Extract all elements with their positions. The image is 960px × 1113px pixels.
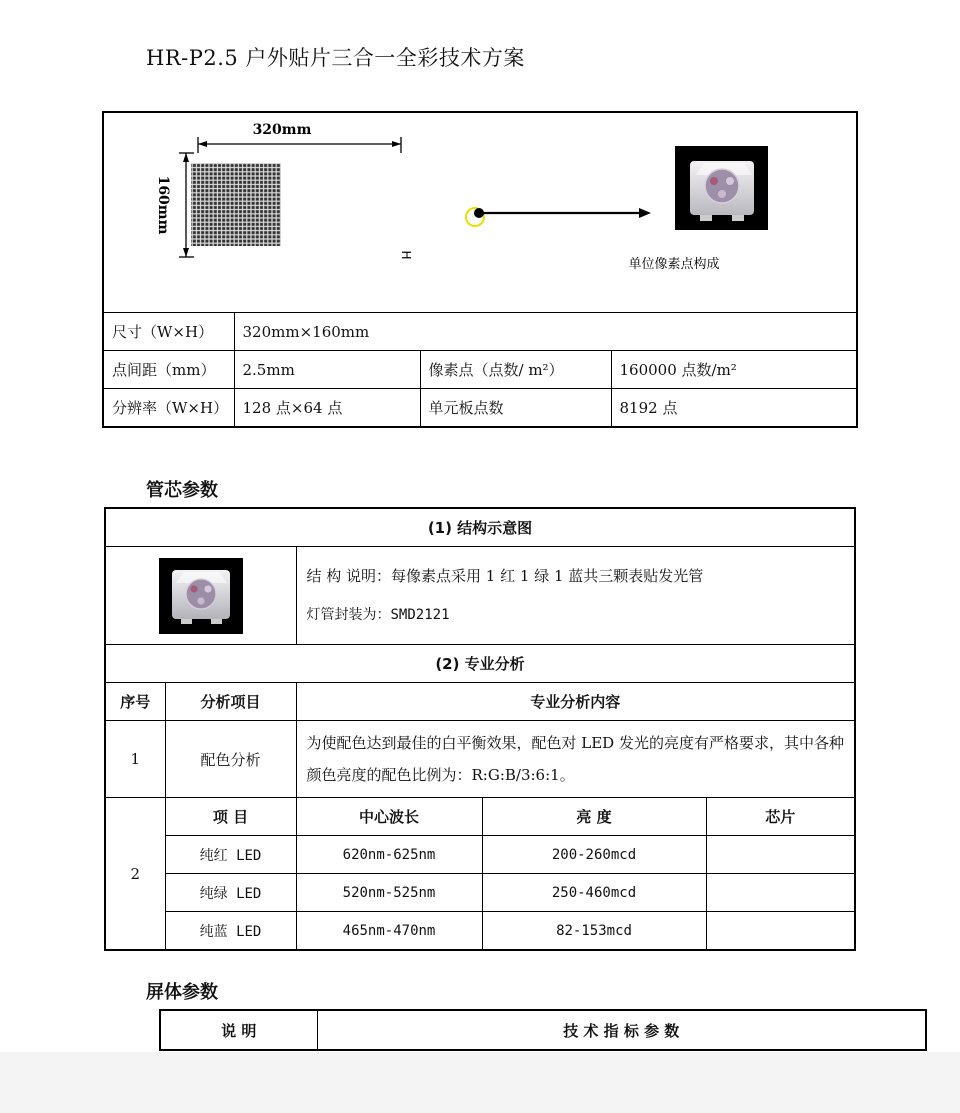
module-dots-label: 单元板点数: [420, 389, 611, 428]
smd-led-image: [675, 146, 768, 230]
pitch-label: 点间距（mm）: [103, 351, 234, 389]
sub-header-item: 项 目: [165, 798, 296, 836]
height-label: 160mm: [155, 175, 171, 235]
row1-item: 配色分析: [165, 721, 296, 798]
smd-led-thumbnail: [159, 558, 243, 634]
led-chip: [706, 836, 855, 874]
col-header-tech-spec: 技 术 指 标 参 数: [317, 1010, 926, 1050]
size-label: 尺寸（W×H）: [103, 313, 234, 351]
col-header-no: 序号: [105, 683, 165, 721]
led-name: 纯蓝 LED: [165, 912, 296, 951]
col-header-item: 分析项目: [165, 683, 296, 721]
module-dots-value: 8192 点: [611, 389, 857, 428]
analysis-header: (2) 专业分析: [105, 645, 855, 683]
led-wavelength: 620nm-625nm: [296, 836, 482, 874]
led-chip: [706, 874, 855, 912]
density-label: 像素点（点数/ m²）: [420, 351, 611, 389]
structure-desc-line-1: 结 构 说明：每像素点采用 1 红 1 绿 1 蓝共三颗表贴发光管: [306, 566, 704, 585]
pitch-value: 2.5mm: [234, 351, 420, 389]
density-value: 160000 点数/m²: [611, 351, 857, 389]
led-row-red: [105, 836, 855, 874]
size-value: 320mm×160mm: [234, 313, 857, 351]
structure-image-cell: [105, 547, 296, 645]
chip-parameter-table: [104, 507, 856, 951]
led-wavelength: 465nm-470nm: [296, 912, 482, 951]
led-chip: [706, 912, 855, 951]
led-name: 纯红 LED: [165, 836, 296, 874]
width-label: 320mm: [252, 122, 312, 138]
module-diagram-cell: [103, 112, 857, 313]
led-row-blue: [105, 912, 855, 951]
structure-header: (1) 结构示意图: [105, 508, 855, 547]
resolution-value: 128 点×64 点: [234, 389, 420, 428]
resolution-label: 分辨率（W×H）: [103, 389, 234, 428]
module-diagram: [104, 113, 856, 312]
h-mark: H: [399, 250, 413, 260]
row1-content: 为使配色达到最佳的白平衡效果，配色对 LED 发光的亮度有严格要求，其中各种颜色亮度的配色比例为：R:G:B/3:6:1。: [296, 721, 855, 798]
sub-header-chip: 芯片: [706, 798, 855, 836]
led-brightness: 250-460mcd: [482, 874, 706, 912]
led-brightness: 82-153mcd: [482, 912, 706, 951]
module-dot-grid: [191, 163, 281, 246]
screen-parameter-table: [159, 1009, 927, 1051]
led-row-green: [105, 874, 855, 912]
row2-no: 2: [105, 798, 165, 951]
led-brightness: 200-260mcd: [482, 836, 706, 874]
pixel-caption: 单位像素点构成: [628, 257, 720, 272]
document-title: HR-P2.5 户外贴片三合一全彩技术方案: [146, 46, 525, 70]
row1-no: 1: [105, 721, 165, 798]
module-spec-table: [102, 111, 858, 428]
sub-header-brightness: 亮 度: [482, 798, 706, 836]
structure-desc-line-2: 灯管封装为：SMD2121: [306, 606, 450, 623]
screen-section-title: 屏体参数: [146, 982, 218, 1003]
led-name: 纯绿 LED: [165, 874, 296, 912]
sub-header-wavelength: 中心波长: [296, 798, 482, 836]
structure-description: [296, 547, 855, 645]
col-header-content: 专业分析内容: [296, 683, 855, 721]
chip-section-title: 管芯参数: [146, 480, 218, 501]
led-wavelength: 520nm-525nm: [296, 874, 482, 912]
col-header-description: 说 明: [160, 1010, 317, 1050]
